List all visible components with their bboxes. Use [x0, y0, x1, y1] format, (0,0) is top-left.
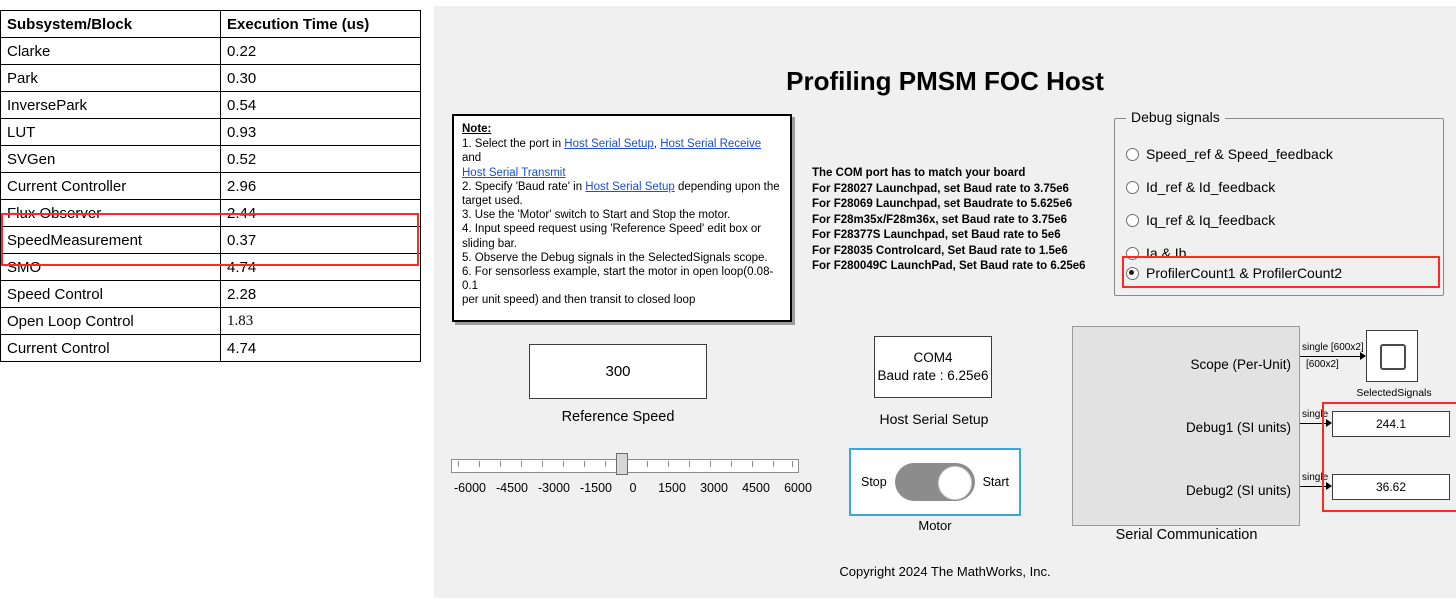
radio-profiler-counts[interactable]: [1126, 265, 1342, 281]
link-host-serial-transmit[interactable]: Host Serial Transmit: [462, 166, 566, 179]
motor-start-label: Start: [982, 475, 1009, 489]
port-label-debug2: Debug2 (SI units): [1185, 483, 1291, 498]
simulink-model-canvas: [434, 6, 1456, 598]
signal-label-scope-bottom: [600x2]: [1306, 359, 1339, 370]
table-row-highlighted: [1, 227, 421, 254]
radio-id-ref[interactable]: [1126, 179, 1275, 195]
table-row: [1, 308, 421, 335]
slider-tick-label: 6000: [784, 481, 812, 495]
copyright-text: Copyright 2024 The MathWorks, Inc.: [839, 564, 1051, 579]
table-row: [1, 335, 421, 362]
motor-switch-block[interactable]: [849, 448, 1021, 516]
note-line-1-post: and: [462, 152, 482, 165]
scope-icon: [1380, 344, 1406, 370]
radio-label: Iq_ref & Iq_feedback: [1146, 212, 1276, 228]
note-line-6: 4. Input speed request using 'Reference Speed' edit box or: [462, 223, 762, 236]
radio-button-icon[interactable]: [1126, 247, 1139, 260]
signal-line-scope: [1300, 356, 1362, 357]
slider-thumb[interactable]: [616, 453, 628, 475]
cell-block-name: Current Controller: [1, 173, 221, 200]
signal-label-debug1: single: [1302, 409, 1329, 420]
note-annotation-block: [452, 114, 792, 322]
note-line-10: per unit speed) and then transit to closed loop: [462, 294, 696, 307]
slider-tick-label: 4500: [742, 481, 770, 495]
cell-execution-time: 4.74: [221, 335, 421, 362]
radio-button-icon[interactable]: [1126, 181, 1139, 194]
cell-block-name: SpeedMeasurement: [1, 227, 221, 254]
radio-button-selected-icon[interactable]: [1126, 267, 1139, 280]
host-serial-setup-label: Host Serial Setup: [879, 411, 989, 427]
note-line-1-pre: 1. Select the port in: [462, 138, 565, 151]
table-row: [1, 38, 421, 65]
port-label-scope: Scope (Per-Unit): [1190, 357, 1291, 372]
com-info-line-3: For F28069 Launchpad, set Baudrate to 5.625e6: [812, 198, 1073, 210]
com-info-line-1: The COM port has to match your board: [812, 167, 1026, 179]
radio-ia-ib[interactable]: [1126, 245, 1186, 261]
cell-execution-time: 0.22: [221, 38, 421, 65]
note-title: Note:: [462, 123, 492, 135]
slider-tick-label: -6000: [454, 481, 486, 495]
cell-block-name: Open Loop Control: [1, 308, 221, 335]
com-info-line-7: For F280049C LaunchPad, Set Baud rate to 6.25e6: [812, 260, 1086, 272]
signal-label-debug2: single: [1302, 472, 1329, 483]
note-line-1: [462, 137, 782, 165]
cell-block-name: SMO: [1, 254, 221, 281]
cell-execution-time: 2.44: [221, 200, 421, 227]
motor-toggle-switch[interactable]: [895, 463, 975, 501]
table-row-highlighted: [1, 200, 421, 227]
cell-execution-time: 2.96: [221, 173, 421, 200]
note-line-1-mid: ,: [653, 138, 661, 151]
slider-tick-label: 3000: [700, 481, 728, 495]
motor-stop-label: Stop: [861, 475, 887, 489]
cell-execution-time: 1.83: [221, 308, 421, 335]
host-serial-setup-block[interactable]: [874, 336, 992, 398]
radio-label: Id_ref & Id_feedback: [1146, 179, 1276, 195]
com-info-line-6: For F28035 Controlcard, Set Baud rate to 1.5e6: [812, 244, 1068, 257]
com-info-line-4: For F28m35x/F28m36x, set Baud rate to 3.75e6: [812, 213, 1068, 226]
table-row: [1, 65, 421, 92]
display-debug2-value: 36.62: [1375, 480, 1407, 494]
display-debug2[interactable]: [1332, 474, 1450, 500]
slider-tick-label: 0: [629, 481, 637, 495]
table-row: [1, 92, 421, 119]
cell-block-name: Clarke: [1, 38, 221, 65]
cell-block-name: LUT: [1, 119, 221, 146]
com-port-info-text: [812, 166, 1087, 275]
radio-button-icon[interactable]: [1126, 148, 1139, 161]
column-header-subsystem: Subsystem/Block: [1, 11, 221, 38]
serial-communication-label: Serial Communication: [1115, 527, 1258, 543]
selected-signals-scope-block[interactable]: [1366, 330, 1418, 382]
com-port-value: COM4: [913, 350, 953, 365]
link-host-serial-setup[interactable]: Host Serial Setup: [564, 138, 654, 151]
column-header-execution-time: Execution Time (us): [221, 11, 421, 38]
cell-block-name: Flux Observer: [1, 200, 221, 227]
slider-tick-label: -4500: [496, 481, 528, 495]
signal-line-debug2: [1300, 486, 1328, 487]
toggle-knob[interactable]: [938, 466, 972, 500]
table-row: [1, 119, 421, 146]
reference-speed-label: Reference Speed: [561, 409, 675, 425]
radio-label: Ia & Ib: [1146, 245, 1187, 261]
cell-execution-time: 0.54: [221, 92, 421, 119]
display-debug1[interactable]: [1332, 411, 1450, 437]
cell-block-name: Park: [1, 65, 221, 92]
page-title: Profiling PMSM FOC Host: [786, 66, 1104, 96]
table-header-row: [1, 11, 421, 38]
note-line-5: 3. Use the 'Motor' switch to Start and Stop the motor.: [462, 209, 731, 222]
table-row: [1, 281, 421, 308]
selected-signals-label: SelectedSignals: [1356, 387, 1432, 399]
execution-time-table: [0, 10, 421, 362]
cell-execution-time: 4.74: [221, 254, 421, 281]
cell-execution-time: 2.28: [221, 281, 421, 308]
execution-time-table-panel: [0, 10, 420, 362]
cell-block-name: Speed Control: [1, 281, 221, 308]
display-debug1-value: 244.1: [1375, 417, 1407, 431]
reference-speed-slider[interactable]: [444, 449, 812, 519]
signal-line-debug1: [1300, 423, 1328, 424]
radio-button-icon[interactable]: [1126, 214, 1139, 227]
radio-label: Speed_ref & Speed_feedback: [1146, 146, 1333, 162]
baud-rate-value: Baud rate : 6.25e6: [877, 368, 989, 383]
table-row: [1, 146, 421, 173]
table-row: [1, 173, 421, 200]
note-line-8: 5. Observe the Debug signals in the SelectedSignals scope.: [462, 251, 768, 264]
link-host-serial-receive[interactable]: Host Serial Receive: [660, 138, 762, 151]
note-line-4: target used.: [462, 195, 523, 208]
com-info-line-5: For F28377S Launchpad, set Baud rate to 5e6: [812, 229, 1061, 241]
table-row: [1, 254, 421, 281]
port-label-debug1: Debug1 (SI units): [1185, 420, 1291, 435]
note-line-3: [462, 180, 782, 194]
link-host-serial-setup-2[interactable]: Host Serial Setup: [585, 180, 675, 193]
cell-execution-time: 0.37: [221, 227, 421, 254]
cell-block-name: SVGen: [1, 146, 221, 173]
slider-tick-label: 1500: [658, 481, 686, 495]
motor-caption: Motor: [918, 518, 952, 533]
debug-signals-group-label: Debug signals: [1126, 109, 1225, 125]
com-info-line-2: For F28027 Launchpad, set Baud rate to 3.75e6: [812, 182, 1069, 195]
radio-label: ProfilerCount1 & ProfilerCount2: [1146, 265, 1343, 281]
cell-block-name: Current Control: [1, 335, 221, 362]
reference-speed-input[interactable]: [529, 344, 707, 399]
cell-block-name: InversePark: [1, 92, 221, 119]
note-line-3-post: depending upon the: [674, 180, 780, 193]
cell-execution-time: 0.93: [221, 119, 421, 146]
slider-tick-label: -1500: [580, 481, 612, 495]
cell-execution-time: 0.30: [221, 65, 421, 92]
note-line-3-pre: 2. Specify 'Baud rate' in: [462, 180, 586, 193]
signal-label-scope-top: single [600x2]: [1302, 342, 1364, 353]
radio-speed-ref[interactable]: [1126, 146, 1333, 162]
note-line-7: sliding bar.: [462, 237, 517, 250]
cell-execution-time: 0.52: [221, 146, 421, 173]
note-line-9: 6. For sensorless example, start the motor in open loop(0.08-0.1: [462, 266, 774, 293]
serial-communication-block[interactable]: [1072, 326, 1300, 526]
slider-tick-label: -3000: [538, 481, 570, 495]
radio-iq-ref[interactable]: [1126, 212, 1275, 228]
reference-speed-value: 300: [605, 363, 631, 380]
note-line-2: [462, 166, 782, 180]
